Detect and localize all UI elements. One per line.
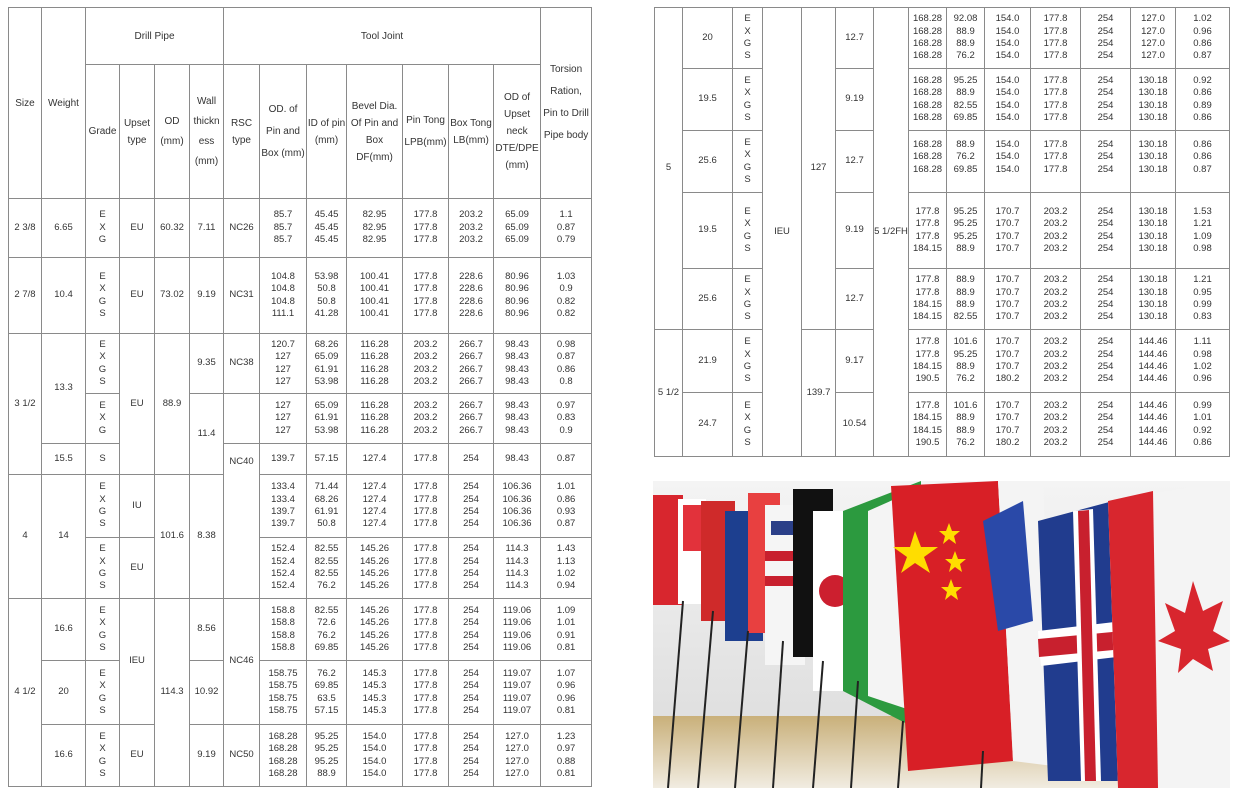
weight-cell: 6.65 xyxy=(42,199,86,258)
grade-cell: E X G S xyxy=(86,258,120,334)
bevel-cell: 116.28 116.28 116.28 116.28 xyxy=(347,334,403,394)
pin-tong-cell: 203.2 203.2 203.2 203.2 xyxy=(1031,269,1081,330)
box-tong-cell: 254 254 254 254 xyxy=(449,475,494,538)
id-pin-cell: 65.09 61.91 53.98 xyxy=(307,394,347,444)
upset-cell: EU xyxy=(120,199,155,258)
id-pin-cell: 82.55 82.55 82.55 76.2 xyxy=(307,538,347,599)
pin-tong-cell: 177.8 177.8 177.8 177.8 xyxy=(403,725,449,787)
wall-cell: 12.7 xyxy=(836,269,874,330)
od-upset-cell: 119.07 119.07 119.07 119.07 xyxy=(494,661,541,725)
id-pin-cell: 92.08 88.9 88.9 76.2 xyxy=(947,8,985,69)
size-cell: 2 7/8 xyxy=(9,258,42,334)
torsion-cell: 1.53 1.21 1.09 0.98 xyxy=(1176,193,1230,269)
drill-pipe-spec-table-continued xyxy=(654,7,1230,457)
box-tong-cell: 254 254 254 254 xyxy=(449,599,494,661)
table-row xyxy=(9,444,592,475)
rsc-cell: NC46 xyxy=(224,599,260,725)
header-od-upset-neck: OD of Upset neck DTE/DPE (mm) xyxy=(494,65,541,199)
header-grade: Grade xyxy=(86,65,120,199)
upset-cell: EU xyxy=(120,334,155,475)
od-pin-box-cell: 152.4 152.4 152.4 152.4 xyxy=(260,538,307,599)
box-tong-cell: 254 254 254 254 xyxy=(449,725,494,787)
pin-tong-cell: 177.8 177.8 177.8 177.8 xyxy=(403,475,449,538)
weight-cell: 16.6 xyxy=(42,725,86,787)
wall-cell: 11.4 xyxy=(190,394,224,475)
rsc-cell: NC50 xyxy=(224,725,260,787)
torsion-cell: 1.02 0.96 0.86 0.87 xyxy=(1176,8,1230,69)
grade-cell: E X G S xyxy=(733,8,763,69)
od-pin-box-cell: 168.28 168.28 168.28 168.28 xyxy=(909,8,947,69)
rsc-cell: NC40 xyxy=(224,444,260,599)
table-row xyxy=(655,131,1230,193)
box-tong-cell: 266.7 266.7 266.7 xyxy=(449,394,494,444)
table-row xyxy=(9,475,592,538)
rsc-cell xyxy=(224,394,260,444)
id-pin-cell: 68.26 65.09 61.91 53.98 xyxy=(307,334,347,394)
weight-cell: 14 xyxy=(42,475,86,599)
box-tong-cell: 254 xyxy=(449,444,494,475)
od-upset-cell: 114.3 114.3 114.3 114.3 xyxy=(494,538,541,599)
od-pin-box-cell: 158.75 158.75 158.75 158.75 xyxy=(260,661,307,725)
weight-cell: 15.5 xyxy=(42,444,86,475)
bevel-cell: 145.3 145.3 145.3 145.3 xyxy=(347,661,403,725)
od-pin-box-cell: 158.8 158.8 158.8 158.8 xyxy=(260,599,307,661)
od-pin-box-cell: 168.28 168.28 168.28 168.28 xyxy=(260,725,307,787)
weight-cell: 21.9 xyxy=(683,330,733,393)
id-pin-cell: 71.44 68.26 61.91 50.8 xyxy=(307,475,347,538)
bevel-cell: 154.0 154.0 154.0 xyxy=(985,131,1031,193)
id-pin-cell: 53.98 50.8 50.8 41.28 xyxy=(307,258,347,334)
od-pin-box-cell: 177.8 177.8 177.8 184.15 xyxy=(909,193,947,269)
bevel-cell: 116.28 116.28 116.28 xyxy=(347,394,403,444)
bevel-cell: 170.7 170.7 170.7 180.2 xyxy=(985,330,1031,393)
grade-cell: E X G S xyxy=(86,475,120,538)
table-row xyxy=(9,334,592,394)
pin-tong-cell: 177.8 177.8 177.8 177.8 xyxy=(1031,69,1081,131)
bevel-cell: 127.4 xyxy=(347,444,403,475)
wall-cell: 9.19 xyxy=(836,193,874,269)
bevel-cell: 100.41 100.41 100.41 100.41 xyxy=(347,258,403,334)
od-upset-cell: 98.43 xyxy=(494,444,541,475)
torsion-cell: 0.92 0.86 0.89 0.86 xyxy=(1176,69,1230,131)
od-upset-cell: 127.0 127.0 127.0 127.0 xyxy=(1131,8,1176,69)
bevel-cell: 127.4 127.4 127.4 127.4 xyxy=(347,475,403,538)
od-upset-cell: 130.18 130.18 130.18 xyxy=(1131,131,1176,193)
box-tong-cell: 254 254 254 254 xyxy=(1081,69,1131,131)
id-pin-cell: 76.2 69.85 63.5 57.15 xyxy=(307,661,347,725)
box-tong-cell: 254 254 254 xyxy=(1081,131,1131,193)
header-torsion: Torsion Ration, Pin to Drill Pipe body xyxy=(541,8,592,199)
od-pin-box-cell: 168.28 168.28 168.28 xyxy=(909,131,947,193)
header-pin-tong: Pin Tong LPB(mm) xyxy=(403,65,449,199)
pin-tong-cell: 177.8 177.8 177.8 177.8 xyxy=(403,661,449,725)
table-row xyxy=(655,269,1230,330)
table-row xyxy=(9,599,592,661)
torsion-cell: 0.86 0.86 0.87 xyxy=(1176,131,1230,193)
torsion-cell: 1.11 0.98 1.02 0.96 xyxy=(1176,330,1230,393)
header-box-tong: Box Tong LB(mm) xyxy=(449,65,494,199)
pin-tong-cell: 177.8 177.8 177.8 177.8 xyxy=(403,599,449,661)
wall-cell: 9.17 xyxy=(836,330,874,393)
od-cell: 101.6 xyxy=(155,475,190,599)
table-row xyxy=(655,193,1230,269)
grade-cell: E X G xyxy=(86,199,120,258)
header-od-pin-box: OD. of Pin and Box (mm) xyxy=(260,65,307,199)
header-bevel-dia: Bevel Dia. Of Pin and Box DF(mm) xyxy=(347,65,403,199)
pin-tong-cell: 177.8 177.8 177.8 xyxy=(403,199,449,258)
box-tong-cell: 254 254 254 254 xyxy=(1081,8,1131,69)
id-pin-cell: 95.25 88.9 82.55 69.85 xyxy=(947,69,985,131)
pin-tong-cell: 177.8 177.8 177.8 xyxy=(1031,131,1081,193)
table-row xyxy=(655,8,1230,69)
bevel-cell: 170.7 170.7 170.7 170.7 xyxy=(985,193,1031,269)
wall-cell: 9.19 xyxy=(190,258,224,334)
od-cell: 139.7 xyxy=(802,330,836,457)
pin-tong-cell: 203.2 203.2 203.2 203.2 xyxy=(1031,330,1081,393)
pin-tong-cell: 203.2 203.2 203.2 203.2 xyxy=(403,334,449,394)
upset-cell: IEU xyxy=(763,8,802,457)
header-upset-type: Upset type xyxy=(120,65,155,199)
rsc-cell: NC26 xyxy=(224,199,260,258)
od-pin-box-cell: 133.4 133.4 139.7 139.7 xyxy=(260,475,307,538)
torsion-cell: 0.98 0.87 0.86 0.8 xyxy=(541,334,592,394)
bevel-cell: 145.26 145.26 145.26 145.26 xyxy=(347,599,403,661)
weight-cell: 24.7 xyxy=(683,393,733,457)
drill-pipe-spec-table xyxy=(8,7,592,787)
od-pin-box-cell: 139.7 xyxy=(260,444,307,475)
torsion-cell: 1.23 0.97 0.88 0.81 xyxy=(541,725,592,787)
grade-cell: S xyxy=(86,444,120,475)
size-cell: 2 3/8 xyxy=(9,199,42,258)
weight-cell: 25.6 xyxy=(683,131,733,193)
table-row xyxy=(9,661,592,725)
pin-tong-cell: 203.2 203.2 203.2 203.2 xyxy=(1031,193,1081,269)
od-cell: 60.32 xyxy=(155,199,190,258)
pin-tong-cell: 177.8 177.8 177.8 177.8 xyxy=(1031,8,1081,69)
header-size: Size xyxy=(9,8,42,199)
wall-cell: 8.38 xyxy=(190,475,224,599)
od-upset-cell: 80.96 80.96 80.96 80.96 xyxy=(494,258,541,334)
weight-cell: 10.4 xyxy=(42,258,86,334)
size-cell: 4 1/2 xyxy=(9,599,42,787)
size-cell: 5 xyxy=(655,8,683,330)
id-pin-cell: 45.45 45.45 45.45 xyxy=(307,199,347,258)
grade-cell: E X G S xyxy=(733,393,763,457)
rsc-cell: 5 1/2FH xyxy=(874,8,909,457)
torsion-cell: 0.87 xyxy=(541,444,592,475)
wall-cell: 9.19 xyxy=(190,725,224,787)
table-row xyxy=(9,538,592,599)
torsion-cell: 1.43 1.13 1.02 0.94 xyxy=(541,538,592,599)
box-tong-cell: 254 254 254 254 xyxy=(1081,330,1131,393)
bevel-cell: 154.0 154.0 154.0 154.0 xyxy=(985,69,1031,131)
grade-cell: E X G S xyxy=(86,334,120,394)
wall-cell: 12.7 xyxy=(836,8,874,69)
od-pin-box-cell: 177.8 184.15 184.15 190.5 xyxy=(909,393,947,457)
od-upset-cell: 98.43 98.43 98.43 xyxy=(494,394,541,444)
bevel-cell: 170.7 170.7 170.7 180.2 xyxy=(985,393,1031,457)
torsion-cell: 1.1 0.87 0.79 xyxy=(541,199,592,258)
od-upset-cell: 130.18 130.18 130.18 130.18 xyxy=(1131,69,1176,131)
pin-tong-cell: 203.2 203.2 203.2 203.2 xyxy=(1031,393,1081,457)
header-weight: Weight xyxy=(42,8,86,199)
grade-cell: E X G S xyxy=(86,538,120,599)
size-cell: 3 1/2 xyxy=(9,334,42,475)
bevel-cell: 170.7 170.7 170.7 170.7 xyxy=(985,269,1031,330)
od-upset-cell: 127.0 127.0 127.0 127.0 xyxy=(494,725,541,787)
box-tong-cell: 254 254 254 254 xyxy=(449,538,494,599)
table-row xyxy=(9,394,592,444)
upset-cell: IEU xyxy=(120,599,155,725)
torsion-cell: 0.99 1.01 0.92 0.86 xyxy=(1176,393,1230,457)
od-upset-cell: 130.18 130.18 130.18 130.18 xyxy=(1131,193,1176,269)
torsion-cell: 1.07 0.96 0.96 0.81 xyxy=(541,661,592,725)
grade-cell: E X G S xyxy=(733,330,763,393)
wall-cell: 7.11 xyxy=(190,199,224,258)
weight-cell: 25.6 xyxy=(683,269,733,330)
international-flags-photo xyxy=(653,481,1230,788)
header-od: OD (mm) xyxy=(155,65,190,199)
grade-cell: E X G S xyxy=(733,193,763,269)
grade-cell: E X G S xyxy=(86,661,120,725)
id-pin-cell: 88.9 88.9 88.9 82.55 xyxy=(947,269,985,330)
table-row xyxy=(9,725,592,787)
wall-cell: 8.56 xyxy=(190,599,224,661)
rsc-cell: NC31 xyxy=(224,258,260,334)
weight-cell: 20 xyxy=(42,661,86,725)
od-upset-cell: 144.46 144.46 144.46 144.46 xyxy=(1131,393,1176,457)
od-pin-box-cell: 127 127 127 xyxy=(260,394,307,444)
weight-cell: 16.6 xyxy=(42,599,86,661)
od-pin-box-cell: 177.8 177.8 184.15 190.5 xyxy=(909,330,947,393)
wall-cell: 9.19 xyxy=(836,69,874,131)
box-tong-cell: 228.6 228.6 228.6 228.6 xyxy=(449,258,494,334)
bevel-cell: 82.95 82.95 82.95 xyxy=(347,199,403,258)
bevel-cell: 145.26 145.26 145.26 145.26 xyxy=(347,538,403,599)
rsc-cell: NC38 xyxy=(224,334,260,394)
od-cell: 127 xyxy=(802,8,836,330)
torsion-cell: 1.09 1.01 0.91 0.81 xyxy=(541,599,592,661)
od-upset-cell: 106.36 106.36 106.36 106.36 xyxy=(494,475,541,538)
wall-cell: 10.54 xyxy=(836,393,874,457)
upset-cell: IU xyxy=(120,475,155,538)
table-row xyxy=(655,393,1230,457)
od-upset-cell: 130.18 130.18 130.18 130.18 xyxy=(1131,269,1176,330)
box-tong-cell: 254 254 254 254 xyxy=(1081,393,1131,457)
box-tong-cell: 254 254 254 254 xyxy=(1081,269,1131,330)
od-pin-box-cell: 120.7 127 127 127 xyxy=(260,334,307,394)
id-pin-cell: 57.15 xyxy=(307,444,347,475)
upset-cell: EU xyxy=(120,258,155,334)
box-tong-cell: 254 254 254 254 xyxy=(1081,193,1131,269)
od-cell: 114.3 xyxy=(155,599,190,787)
box-tong-cell: 254 254 254 254 xyxy=(449,661,494,725)
od-upset-cell: 98.43 98.43 98.43 98.43 xyxy=(494,334,541,394)
od-pin-box-cell: 177.8 177.8 184.15 184.15 xyxy=(909,269,947,330)
torsion-cell: 0.97 0.83 0.9 xyxy=(541,394,592,444)
box-tong-cell: 203.2 203.2 203.2 xyxy=(449,199,494,258)
grade-cell: E X G S xyxy=(86,599,120,661)
grade-cell: E X G S xyxy=(733,131,763,193)
id-pin-cell: 101.6 95.25 88.9 76.2 xyxy=(947,330,985,393)
grade-cell: E X G S xyxy=(733,69,763,131)
table-row xyxy=(655,330,1230,393)
bevel-cell: 154.0 154.0 154.0 154.0 xyxy=(347,725,403,787)
size-cell: 5 1/2 xyxy=(655,330,683,457)
id-pin-cell: 88.9 76.2 69.85 xyxy=(947,131,985,193)
header-rsc-type: RSC type xyxy=(224,65,260,199)
od-upset-cell: 144.46 144.46 144.46 144.46 xyxy=(1131,330,1176,393)
table-row xyxy=(655,69,1230,131)
upset-cell: EU xyxy=(120,725,155,787)
table-row xyxy=(9,258,592,334)
table-row xyxy=(9,199,592,258)
id-pin-cell: 95.25 95.25 95.25 88.9 xyxy=(947,193,985,269)
grade-cell: E X G xyxy=(86,394,120,444)
pin-tong-cell: 177.8 xyxy=(403,444,449,475)
header-drill-pipe: Drill Pipe xyxy=(86,8,224,65)
od-pin-box-cell: 168.28 168.28 168.28 168.28 xyxy=(909,69,947,131)
wall-cell: 9.35 xyxy=(190,334,224,394)
pin-tong-cell: 177.8 177.8 177.8 177.8 xyxy=(403,258,449,334)
bevel-cell: 154.0 154.0 154.0 154.0 xyxy=(985,8,1031,69)
header-id-pin: ID of pin (mm) xyxy=(307,65,347,199)
weight-cell: 20 xyxy=(683,8,733,69)
pin-tong-cell: 177.8 177.8 177.8 177.8 xyxy=(403,538,449,599)
od-cell: 73.02 xyxy=(155,258,190,334)
od-pin-box-cell: 85.7 85.7 85.7 xyxy=(260,199,307,258)
weight-cell: 13.3 xyxy=(42,334,86,444)
upset-cell: EU xyxy=(120,538,155,599)
grade-cell: E X G S xyxy=(733,269,763,330)
od-pin-box-cell: 104.8 104.8 104.8 111.1 xyxy=(260,258,307,334)
weight-cell: 19.5 xyxy=(683,69,733,131)
id-pin-cell: 82.55 72.6 76.2 69.85 xyxy=(307,599,347,661)
od-upset-cell: 65.09 65.09 65.09 xyxy=(494,199,541,258)
torsion-cell: 1.01 0.86 0.93 0.87 xyxy=(541,475,592,538)
torsion-cell: 1.03 0.9 0.82 0.82 xyxy=(541,258,592,334)
header-tool-joint: Tool Joint xyxy=(224,8,541,65)
id-pin-cell: 101.6 88.9 88.9 76.2 xyxy=(947,393,985,457)
od-cell: 88.9 xyxy=(155,334,190,475)
grade-cell: E X G S xyxy=(86,725,120,787)
pin-tong-cell: 203.2 203.2 203.2 xyxy=(403,394,449,444)
od-upset-cell: 119.06 119.06 119.06 119.06 xyxy=(494,599,541,661)
box-tong-cell: 266.7 266.7 266.7 266.7 xyxy=(449,334,494,394)
size-cell: 4 xyxy=(9,475,42,599)
weight-cell: 19.5 xyxy=(683,193,733,269)
id-pin-cell: 95.25 95.25 95.25 88.9 xyxy=(307,725,347,787)
header-wall-thickness: Wall thickn ess (mm) xyxy=(190,65,224,199)
wall-cell: 12.7 xyxy=(836,131,874,193)
torsion-cell: 1.21 0.95 0.99 0.83 xyxy=(1176,269,1230,330)
wall-cell: 10.92 xyxy=(190,661,224,725)
